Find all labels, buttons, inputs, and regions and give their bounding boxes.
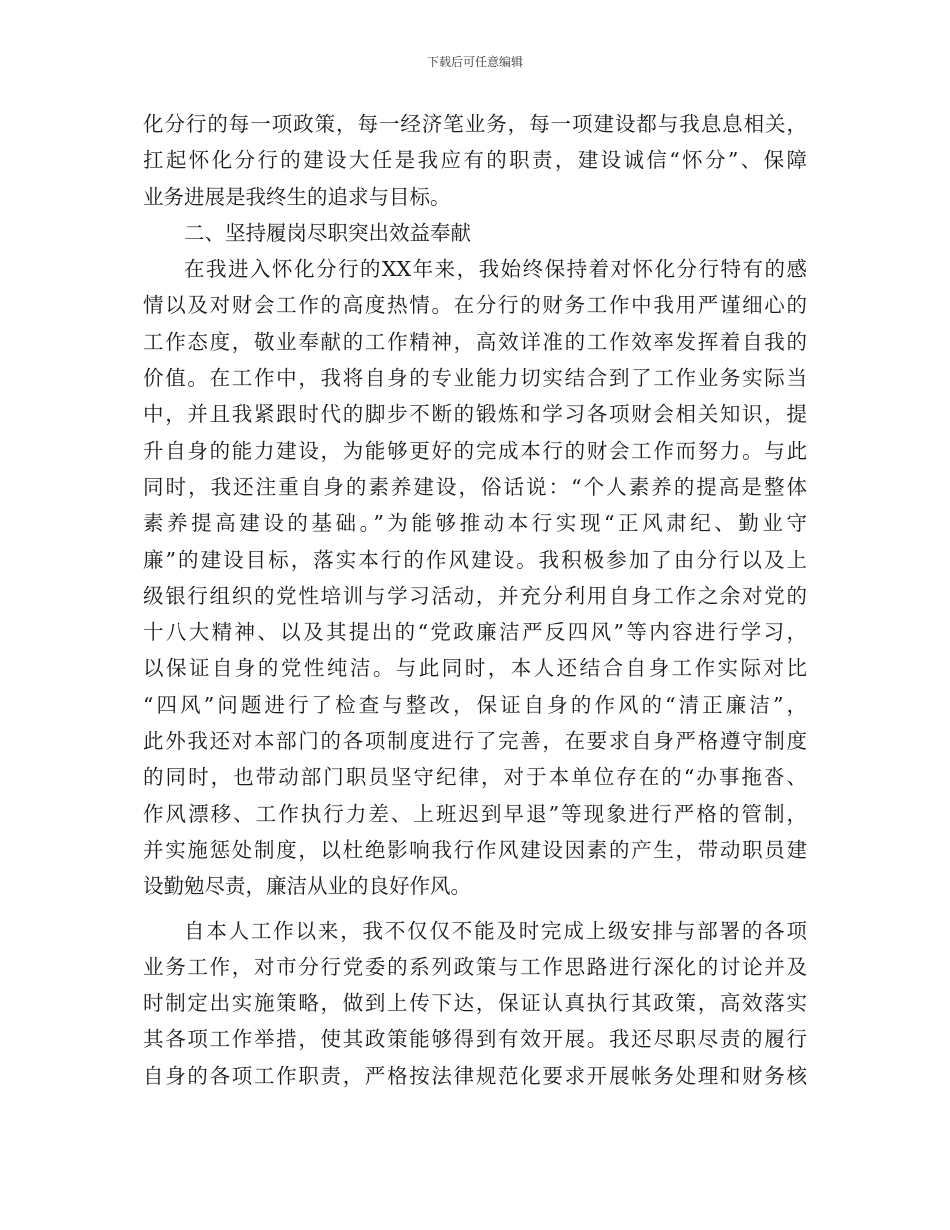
- text-line: 十八大精神、以及其提出的“党政廉洁严反四风”等内容进行学习，: [143, 620, 807, 645]
- text-line: 自身的各项工作职责，严格按法律规范化要求开展帐务处理和财务核: [143, 1063, 807, 1088]
- text-line: 其各项工作举措，使其政策能够得到有效开展。我还尽职尽责的履行: [143, 1027, 807, 1052]
- text-line: 作风漂移、工作执行力差、上班迟到早退”等现象进行严格的管制，: [143, 801, 807, 826]
- text-line: 情以及对财会工作的高度热情。在分行的财务工作中我用严谨细心的: [143, 293, 807, 318]
- text-line: 素养提高建设的基础。”为能够推动本行实现“正风肃纪、勤业守: [143, 511, 807, 536]
- text-line: “四风”问题进行了检查与整改，保证自身的作风的“清正廉洁”，: [143, 692, 807, 717]
- page-header-note: 下载后可任意编辑: [426, 55, 523, 69]
- text-line: 设勤勉尽责，廉洁从业的良好作风。: [143, 874, 471, 899]
- text-line: 业务工作，对市分行党委的系列政策与工作思路进行深化的讨论并及: [143, 954, 807, 979]
- text-line: 以保证自身的党性纯洁。与此同时，本人还结合自身工作实际对比: [143, 656, 807, 681]
- text-line: 级银行组织的党性培训与学习活动，并充分利用自身工作之余对党的: [143, 583, 807, 608]
- document-body: [143, 106, 807, 1094]
- text-line: 中，并且我紧跟时代的脚步不断的锻炼和学习各项财会相关知识，提: [143, 402, 807, 427]
- text-line: 化分行的每一项政策，每一经济笔业务，每一项建设都与我息息相关，: [143, 112, 807, 136]
- text-line: 此外我还对本部门的各项制度进行了完善，在要求自身严格遵守制度: [143, 729, 807, 754]
- text-line: 在我进入怀化分行的XX年来，我始终保持着对怀化分行特有的感: [184, 257, 807, 282]
- text-line: 扛起怀化分行的建设大任是我应有的职责，建设诚信“怀分”、保障: [143, 148, 807, 173]
- text-line: 的同时，也带动部门职员坚守纪律，对于本单位存在的“办事拖沓、: [143, 765, 807, 790]
- text-line: 升自身的能力建设，为能够更好的完成本行的财会工作而努力。与此: [143, 438, 807, 463]
- text-line: 同时，我还注重自身的素养建设，俗话说：“个人素养的提高是整体: [143, 474, 807, 499]
- text-line: 廉”的建设目标，落实本行的作风建设。我积极参加了由分行以及上: [143, 547, 807, 572]
- text-line: 并实施惩处制度，以杜绝影响我行作风建设因素的产生，带动职员建: [143, 837, 807, 862]
- text-line: 自本人工作以来，我不仅仅不能及时完成上级安排与部署的各项: [184, 918, 807, 943]
- heading-text: 二、坚持履岗尽职突出效益奉献: [184, 220, 471, 245]
- paragraph-1: [143, 106, 807, 215]
- text-line: 价值。在工作中，我将自身的专业能力切实结合到了工作业务实际当: [143, 366, 807, 391]
- text-line: 时制定出实施策略，做到上传下达，保证认真执行其政策，高效落实: [143, 991, 807, 1016]
- paragraph-2: [143, 251, 807, 904]
- text-line: 业务进展是我终生的追求与目标。: [143, 184, 451, 209]
- text-line: 工作态度，敬业奉献的工作精神，高效详准的工作效率发挥着自我的: [143, 329, 807, 354]
- paragraph-3: [143, 913, 807, 1094]
- section-heading: [143, 215, 807, 251]
